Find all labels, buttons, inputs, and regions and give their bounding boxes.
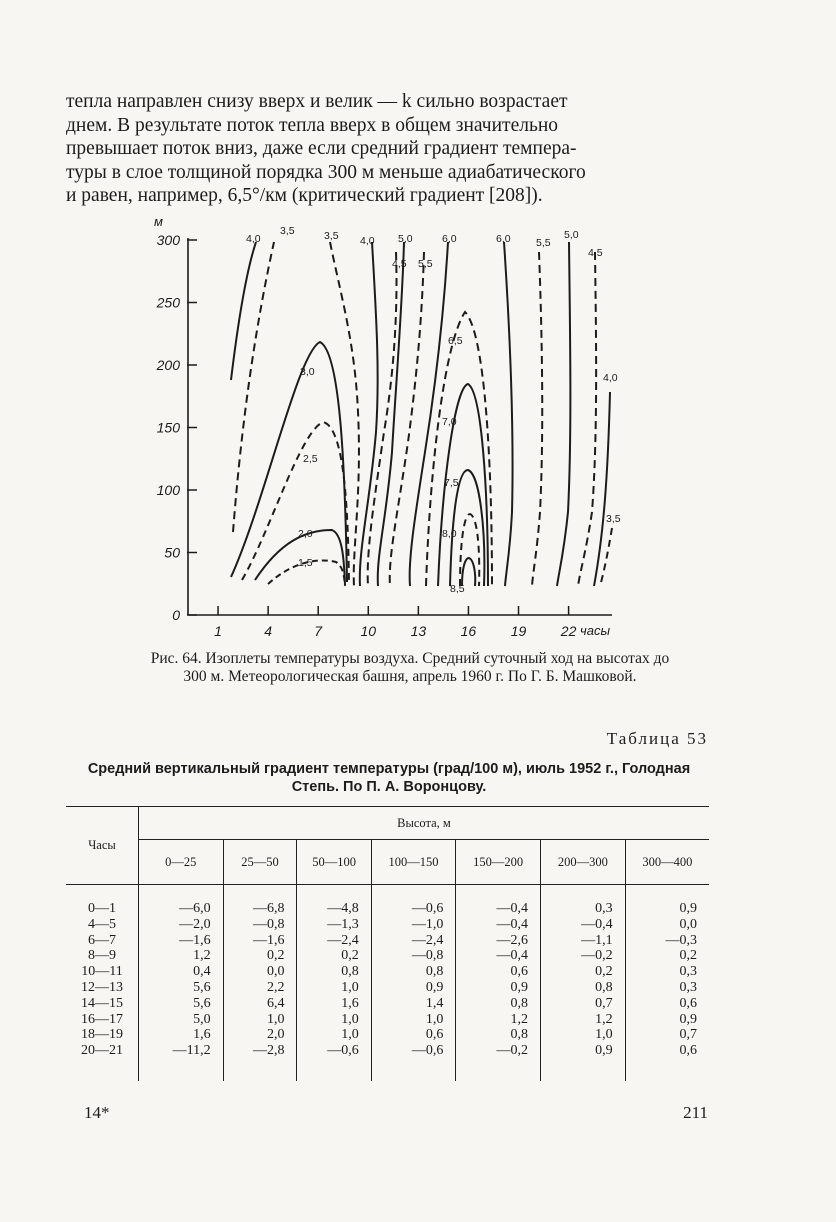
value-cell: 5,6 [139, 980, 224, 996]
hours-cell: 6—7 [66, 933, 139, 949]
hours-cell: 4—5 [66, 917, 139, 933]
signature-mark: 14* [84, 1103, 110, 1122]
value-cell: 0,9 [456, 980, 541, 996]
value-cell: —0,4 [456, 917, 541, 933]
value-cell: 0,4 [139, 964, 224, 980]
table-row [66, 885, 709, 917]
contour-label: 4,0 [603, 372, 618, 384]
value-cell: 0,3 [679, 979, 697, 995]
value-cell: 0,2 [223, 948, 297, 964]
value-cell: —0,3 [665, 932, 697, 948]
table-row [66, 1012, 709, 1028]
value-cell: 1,0 [223, 1012, 297, 1028]
isopleth-line [557, 242, 570, 586]
value-cell: 1,0 [297, 980, 371, 996]
value-cell: —1,6 [139, 933, 224, 949]
hours-cell: 8—9 [66, 948, 139, 964]
value-cell: —6,0 [139, 885, 224, 917]
isopleth-line [504, 242, 513, 586]
contour-label: 7,0 [442, 416, 457, 428]
table-row [66, 964, 709, 980]
contour-label: 4,5 [392, 258, 407, 270]
contour-label: 1,5 [298, 557, 313, 569]
table-row [66, 996, 709, 1012]
paragraph-line: тепла направлен снизу вверх и велик — k сильно возрастает [66, 91, 568, 112]
value-cell: —11,2 [139, 1043, 224, 1081]
contour-label: 4,5 [588, 247, 603, 259]
value-cell: —1,3 [297, 917, 371, 933]
body-paragraph [66, 90, 712, 208]
contour-label: 4,0 [360, 235, 375, 247]
table-row [66, 933, 709, 949]
value-cell: —0,6 [297, 1043, 371, 1081]
value-cell: 2,0 [223, 1027, 297, 1043]
contour-label: 5,5 [536, 237, 551, 249]
height-column-header: 100—150 [371, 840, 456, 885]
value-cell: 1,4 [371, 996, 456, 1012]
value-cell: 1,2 [139, 948, 224, 964]
value-cell: 1,2 [456, 1012, 541, 1028]
height-header: Высота, м [139, 807, 710, 840]
table-row [66, 1043, 709, 1081]
value-cell: 6,4 [223, 996, 297, 1012]
isopleth-line [462, 558, 475, 586]
x-tick-label: 22 [560, 623, 577, 639]
contour-label: 6,5 [448, 335, 463, 347]
x-tick-label: 13 [410, 623, 427, 639]
value-cell: 5,6 [139, 996, 224, 1012]
value-cell: —0,4 [456, 885, 541, 917]
value-cell: 1,6 [297, 996, 371, 1012]
value-cell: 0,9 [679, 901, 697, 916]
y-tick-label: 200 [156, 357, 180, 373]
x-ticks [214, 606, 576, 639]
hours-cell: 18—19 [66, 1027, 139, 1043]
hours-cell: 16—17 [66, 1012, 139, 1028]
height-column-header: 200—300 [541, 840, 626, 885]
x-tick-label: 16 [460, 623, 477, 639]
value-cell: 0,3 [541, 885, 626, 917]
contour-label: 8,0 [442, 528, 457, 540]
contour-label: 3,5 [280, 225, 295, 237]
value-cell: 1,0 [297, 1012, 371, 1028]
value-cell: —2,8 [223, 1043, 297, 1081]
value-cell: 0,6 [456, 964, 541, 980]
x-tick-label: 7 [314, 623, 323, 639]
value-cell: 0,7 [679, 1027, 697, 1043]
height-column-header: 50—100 [297, 840, 371, 885]
value-cell: 0,8 [371, 964, 456, 980]
value-cell: —0,4 [541, 917, 626, 933]
value-cell: —2,4 [371, 933, 456, 949]
value-cell: —6,8 [223, 885, 297, 917]
page-number: 211 [683, 1103, 708, 1122]
value-cell: 0,7 [541, 996, 626, 1012]
hours-cell: 14—15 [66, 996, 139, 1012]
value-cell: 0,8 [456, 996, 541, 1012]
contour-label: 2,5 [303, 453, 318, 465]
value-cell: 1,2 [541, 1012, 626, 1028]
isopleth-line [532, 252, 542, 586]
x-tick-label: 1 [214, 623, 222, 639]
value-cell: 0,9 [541, 1043, 626, 1081]
y-tick-label: 150 [156, 419, 180, 436]
height-column-header: 25—50 [223, 840, 297, 885]
hours-cell: 0—1 [66, 885, 139, 917]
table-title: Средний вертикальный градиент температуры (град/100 м), июль 1952 г., Голодная Степь. По П. А. Воронцову. [87, 761, 691, 795]
contour-label: 5,0 [564, 229, 579, 241]
value-cell: 1,0 [371, 1012, 456, 1028]
table-number: Таблица 53 [606, 729, 708, 748]
contour-label: 4,0 [246, 233, 261, 245]
value-cell: —0,2 [456, 1043, 541, 1081]
isopleth-line [360, 242, 378, 586]
table-row [66, 917, 709, 933]
paragraph-line: туры в слое толщиной порядка 300 м меньше адиабатического [66, 161, 586, 183]
height-column-header: 0—25 [139, 840, 224, 885]
hours-cell: 20—21 [66, 1043, 139, 1081]
y-axis-unit: м [154, 214, 163, 229]
value-cell: —1,0 [371, 917, 456, 933]
value-cell: 0,2 [679, 948, 697, 964]
value-cell: 0,2 [297, 948, 371, 964]
value-cell: 5,0 [139, 1012, 224, 1028]
x-tick-label: 4 [264, 623, 273, 639]
value-cell: —0,2 [541, 948, 626, 964]
value-cell: 0,3 [679, 964, 697, 980]
value-cell: —2,4 [297, 933, 371, 949]
contour-label: 2,0 [298, 528, 313, 540]
value-cell: —1,6 [223, 933, 297, 949]
isopleth-line [233, 242, 274, 532]
value-cell: 0,8 [456, 1027, 541, 1043]
value-cell: 0,0 [223, 964, 297, 980]
contour-label: 7,5 [444, 477, 459, 489]
isopleth-line [231, 342, 347, 582]
height-column-header: 300—400 [625, 840, 709, 885]
paragraph-line: днем. В результате поток тепла вверх в общем значительно [66, 114, 559, 136]
value-cell: 1,6 [139, 1027, 224, 1043]
value-cell: —0,8 [371, 948, 456, 964]
isopleth-line [578, 252, 596, 586]
value-cell: 0,6 [371, 1027, 456, 1043]
contour-label: 5,0 [398, 233, 413, 245]
isopleth-line [330, 242, 359, 586]
paragraph-line: превышает поток вниз, даже если средний градиент темпера- [66, 138, 577, 159]
y-tick-label: 0 [172, 607, 180, 623]
value-cell: —4,8 [297, 885, 371, 917]
value-cell: —0,8 [223, 917, 297, 933]
contour-label: 3,0 [300, 366, 315, 378]
paragraph-line: и равен, например, 6,5°/км (критический градиент [208]). [66, 185, 543, 206]
value-cell: —0,6 [371, 1043, 456, 1081]
hours-cell: 10—11 [66, 964, 139, 980]
value-cell: 0,0 [679, 916, 697, 932]
table-row [66, 948, 709, 964]
value-cell: 1,0 [541, 1027, 626, 1043]
value-cell: —2,0 [139, 917, 224, 933]
value-cell: —0,6 [371, 885, 456, 917]
hours-header: Часы [66, 807, 139, 885]
value-cell: —2,6 [456, 933, 541, 949]
value-cell: 0,8 [541, 980, 626, 996]
x-tick-label: 10 [360, 623, 377, 639]
y-ticks [156, 232, 197, 623]
contour-label: 5,5 [418, 258, 433, 270]
y-tick-label: 100 [156, 482, 180, 498]
value-cell: 1,0 [297, 1027, 371, 1043]
hours-cell: 12—13 [66, 980, 139, 996]
y-tick-label: 50 [164, 544, 180, 561]
figure-caption: Рис. 64. Изоплеты температуры воздуха. Средний суточный ход на высотах до 300 м. Метеорологическая башня, апрель 1960 г. По Г. Б. Машковой. [150, 650, 670, 685]
contour-label: 3,5 [324, 230, 339, 242]
contour-label: 8,5 [450, 583, 465, 595]
value-cell: 0,9 [679, 1011, 697, 1027]
value-cell: 2,2 [223, 980, 297, 996]
value-cell: 0,6 [679, 1043, 697, 1059]
value-cell: 0,9 [371, 980, 456, 996]
isopleth-chart [140, 212, 640, 646]
table-row [66, 980, 709, 996]
contour-label: 3,5 [606, 513, 621, 525]
table-row [66, 1027, 709, 1043]
isopleth-lines [231, 242, 612, 586]
contour-label: 6,0 [496, 233, 511, 245]
y-tick-label: 250 [156, 294, 180, 311]
value-cell: 0,8 [297, 964, 371, 980]
height-column-header: 150—200 [456, 840, 541, 885]
value-cell: —1,1 [541, 933, 626, 949]
x-axis-unit: часы [580, 623, 611, 638]
y-tick-label: 300 [156, 232, 180, 248]
isopleth-line [378, 242, 404, 586]
value-cell: 0,6 [679, 995, 697, 1011]
value-cell: 0,2 [541, 964, 626, 980]
contour-label: 6,0 [442, 233, 457, 245]
x-tick-label: 19 [510, 623, 527, 639]
gradient-table [66, 806, 709, 1081]
value-cell: —0,4 [456, 948, 541, 964]
